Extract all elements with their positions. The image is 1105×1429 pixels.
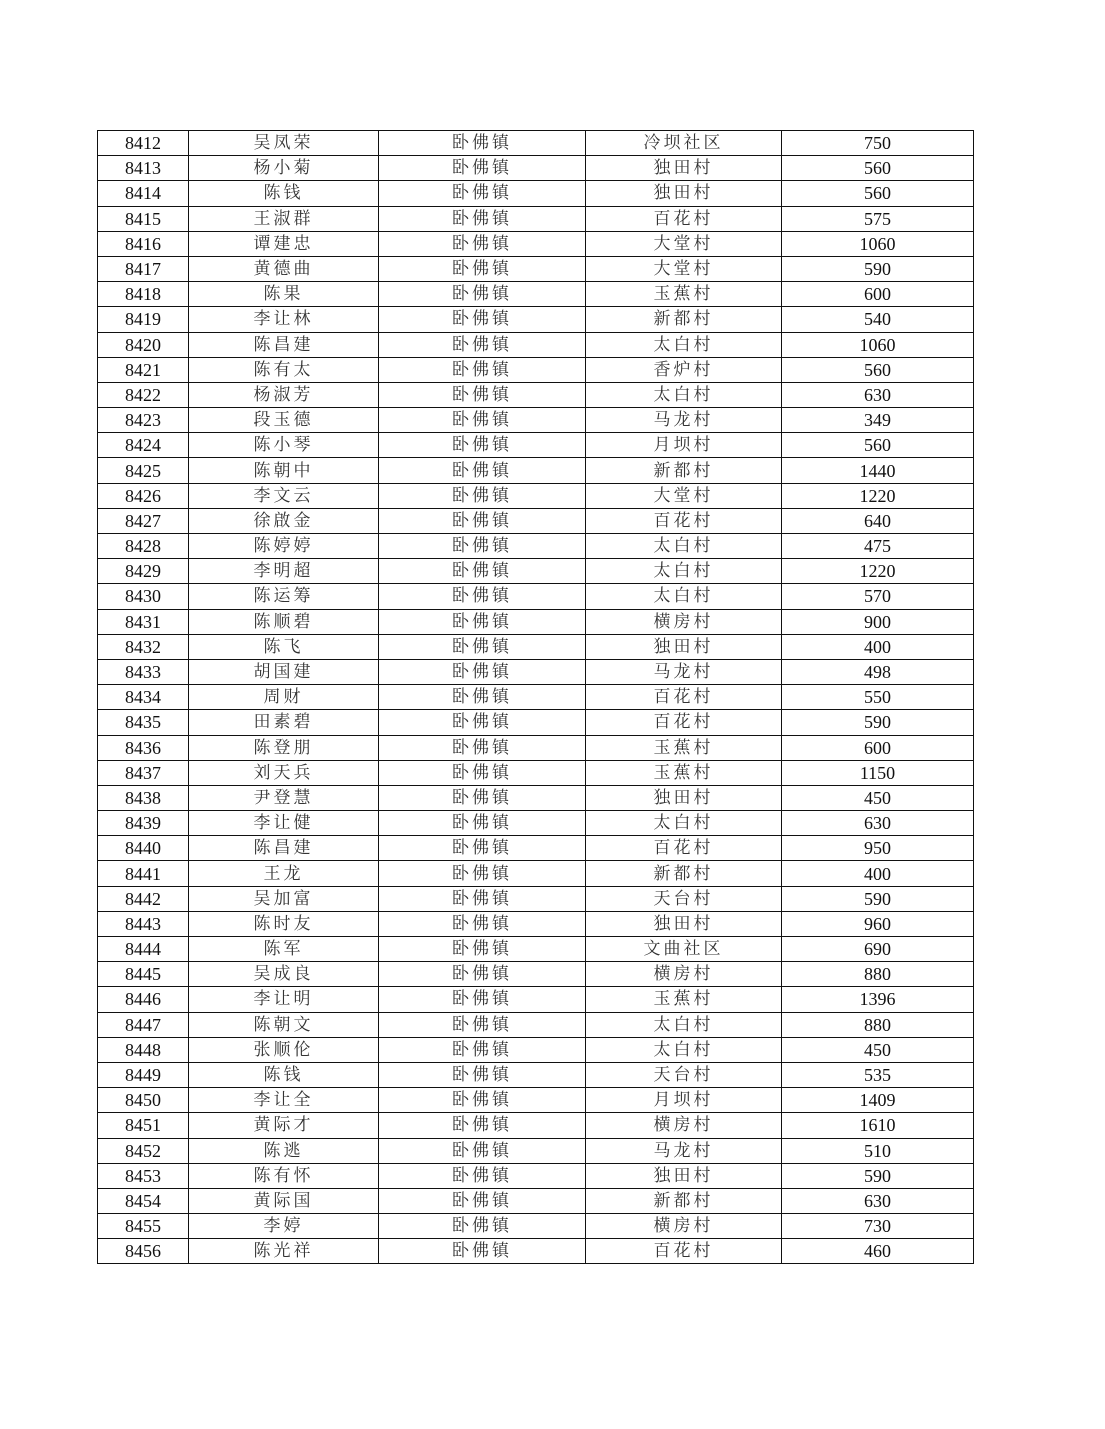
table-row <box>98 206 974 231</box>
name-cell: 李让明 <box>189 987 379 1012</box>
table-row <box>98 987 974 1012</box>
village-cell: 玉蕉村 <box>586 282 782 307</box>
amount-cell: 475 <box>782 534 974 559</box>
amount-cell: 590 <box>782 1163 974 1188</box>
village-cell: 太白村 <box>586 584 782 609</box>
town-cell: 卧佛镇 <box>379 1239 586 1264</box>
amount-cell: 450 <box>782 785 974 810</box>
town-cell: 卧佛镇 <box>379 131 586 156</box>
name-cell: 陈昌建 <box>189 836 379 861</box>
town-cell: 卧佛镇 <box>379 1163 586 1188</box>
row-number-cell: 8453 <box>98 1163 189 1188</box>
row-number-cell: 8439 <box>98 811 189 836</box>
row-number-cell: 8438 <box>98 785 189 810</box>
amount-cell: 590 <box>782 886 974 911</box>
town-cell: 卧佛镇 <box>379 962 586 987</box>
village-cell: 独田村 <box>586 911 782 936</box>
table-row <box>98 1088 974 1113</box>
name-cell: 杨小菊 <box>189 156 379 181</box>
town-cell: 卧佛镇 <box>379 1214 586 1239</box>
table-row <box>98 559 974 584</box>
amount-cell: 1220 <box>782 483 974 508</box>
village-cell: 香炉村 <box>586 357 782 382</box>
town-cell: 卧佛镇 <box>379 181 586 206</box>
village-cell: 新都村 <box>586 1188 782 1213</box>
town-cell: 卧佛镇 <box>379 1012 586 1037</box>
name-cell: 陈军 <box>189 937 379 962</box>
amount-cell: 498 <box>782 659 974 684</box>
name-cell: 周财 <box>189 685 379 710</box>
amount-cell: 540 <box>782 307 974 332</box>
name-cell: 李文云 <box>189 483 379 508</box>
table-row <box>98 1163 974 1188</box>
village-cell: 独田村 <box>586 1163 782 1188</box>
name-cell: 王龙 <box>189 861 379 886</box>
village-cell: 横房村 <box>586 1113 782 1138</box>
town-cell: 卧佛镇 <box>379 659 586 684</box>
name-cell: 谭建忠 <box>189 231 379 256</box>
name-cell: 徐啟金 <box>189 508 379 533</box>
town-cell: 卧佛镇 <box>379 886 586 911</box>
row-number-cell: 8440 <box>98 836 189 861</box>
name-cell: 陈有太 <box>189 357 379 382</box>
town-cell: 卧佛镇 <box>379 458 586 483</box>
amount-cell: 590 <box>782 710 974 735</box>
amount-cell: 1409 <box>782 1088 974 1113</box>
roster-body <box>98 131 974 1264</box>
name-cell: 张顺伦 <box>189 1037 379 1062</box>
table-row <box>98 886 974 911</box>
table-row <box>98 332 974 357</box>
row-number-cell: 8435 <box>98 710 189 735</box>
town-cell: 卧佛镇 <box>379 710 586 735</box>
name-cell: 黄德曲 <box>189 256 379 281</box>
amount-cell: 1220 <box>782 559 974 584</box>
name-cell: 陈运筹 <box>189 584 379 609</box>
name-cell: 段玉德 <box>189 408 379 433</box>
table-row <box>98 433 974 458</box>
name-cell: 陈钱 <box>189 181 379 206</box>
village-cell: 天台村 <box>586 1062 782 1087</box>
village-cell: 太白村 <box>586 382 782 407</box>
table-row <box>98 937 974 962</box>
town-cell: 卧佛镇 <box>379 811 586 836</box>
town-cell: 卧佛镇 <box>379 861 586 886</box>
name-cell: 王淑群 <box>189 206 379 231</box>
town-cell: 卧佛镇 <box>379 332 586 357</box>
table-row <box>98 1138 974 1163</box>
table-row <box>98 584 974 609</box>
name-cell: 李让林 <box>189 307 379 332</box>
amount-cell: 400 <box>782 861 974 886</box>
table-row <box>98 861 974 886</box>
name-cell: 陈飞 <box>189 634 379 659</box>
row-number-cell: 8431 <box>98 609 189 634</box>
village-cell: 太白村 <box>586 332 782 357</box>
amount-cell: 690 <box>782 937 974 962</box>
table-row <box>98 1062 974 1087</box>
town-cell: 卧佛镇 <box>379 1113 586 1138</box>
table-row <box>98 962 974 987</box>
amount-cell: 900 <box>782 609 974 634</box>
amount-cell: 349 <box>782 408 974 433</box>
village-cell: 百花村 <box>586 685 782 710</box>
town-cell: 卧佛镇 <box>379 231 586 256</box>
village-cell: 百花村 <box>586 1239 782 1264</box>
name-cell: 杨淑芳 <box>189 382 379 407</box>
village-cell: 太白村 <box>586 1012 782 1037</box>
row-number-cell: 8414 <box>98 181 189 206</box>
table-row <box>98 1037 974 1062</box>
town-cell: 卧佛镇 <box>379 836 586 861</box>
table-row <box>98 483 974 508</box>
row-number-cell: 8412 <box>98 131 189 156</box>
town-cell: 卧佛镇 <box>379 206 586 231</box>
town-cell: 卧佛镇 <box>379 559 586 584</box>
table-row <box>98 382 974 407</box>
village-cell: 月坝村 <box>586 433 782 458</box>
village-cell: 太白村 <box>586 534 782 559</box>
amount-cell: 535 <box>782 1062 974 1087</box>
name-cell: 吴凤荣 <box>189 131 379 156</box>
village-cell: 冷坝社区 <box>586 131 782 156</box>
amount-cell: 630 <box>782 1188 974 1213</box>
name-cell: 陈登朋 <box>189 735 379 760</box>
amount-cell: 1610 <box>782 1113 974 1138</box>
table-row <box>98 156 974 181</box>
village-cell: 新都村 <box>586 458 782 483</box>
town-cell: 卧佛镇 <box>379 408 586 433</box>
town-cell: 卧佛镇 <box>379 307 586 332</box>
town-cell: 卧佛镇 <box>379 937 586 962</box>
name-cell: 黄际才 <box>189 1113 379 1138</box>
row-number-cell: 8416 <box>98 231 189 256</box>
village-cell: 新都村 <box>586 861 782 886</box>
name-cell: 刘天兵 <box>189 760 379 785</box>
amount-cell: 950 <box>782 836 974 861</box>
village-cell: 天台村 <box>586 886 782 911</box>
table-row <box>98 811 974 836</box>
town-cell: 卧佛镇 <box>379 156 586 181</box>
name-cell: 陈果 <box>189 282 379 307</box>
town-cell: 卧佛镇 <box>379 760 586 785</box>
town-cell: 卧佛镇 <box>379 357 586 382</box>
amount-cell: 730 <box>782 1214 974 1239</box>
table-row <box>98 357 974 382</box>
amount-cell: 750 <box>782 131 974 156</box>
amount-cell: 880 <box>782 962 974 987</box>
amount-cell: 450 <box>782 1037 974 1062</box>
row-number-cell: 8449 <box>98 1062 189 1087</box>
town-cell: 卧佛镇 <box>379 584 586 609</box>
amount-cell: 1060 <box>782 332 974 357</box>
village-cell: 独田村 <box>586 181 782 206</box>
name-cell: 陈逃 <box>189 1138 379 1163</box>
table-row <box>98 609 974 634</box>
row-number-cell: 8419 <box>98 307 189 332</box>
amount-cell: 880 <box>782 1012 974 1037</box>
town-cell: 卧佛镇 <box>379 609 586 634</box>
table-row <box>98 735 974 760</box>
row-number-cell: 8442 <box>98 886 189 911</box>
amount-cell: 460 <box>782 1239 974 1264</box>
name-cell: 李婷 <box>189 1214 379 1239</box>
village-cell: 百花村 <box>586 710 782 735</box>
amount-cell: 1396 <box>782 987 974 1012</box>
amount-cell: 400 <box>782 634 974 659</box>
village-cell: 横房村 <box>586 609 782 634</box>
row-number-cell: 8424 <box>98 433 189 458</box>
town-cell: 卧佛镇 <box>379 1188 586 1213</box>
town-cell: 卧佛镇 <box>379 382 586 407</box>
row-number-cell: 8436 <box>98 735 189 760</box>
town-cell: 卧佛镇 <box>379 1138 586 1163</box>
row-number-cell: 8418 <box>98 282 189 307</box>
town-cell: 卧佛镇 <box>379 685 586 710</box>
village-cell: 独田村 <box>586 634 782 659</box>
row-number-cell: 8415 <box>98 206 189 231</box>
town-cell: 卧佛镇 <box>379 433 586 458</box>
amount-cell: 590 <box>782 256 974 281</box>
village-cell: 太白村 <box>586 811 782 836</box>
village-cell: 百花村 <box>586 508 782 533</box>
table-row <box>98 836 974 861</box>
table-row <box>98 1239 974 1264</box>
village-cell: 新都村 <box>586 307 782 332</box>
row-number-cell: 8432 <box>98 634 189 659</box>
row-number-cell: 8444 <box>98 937 189 962</box>
table-row <box>98 534 974 559</box>
town-cell: 卧佛镇 <box>379 735 586 760</box>
table-row <box>98 1113 974 1138</box>
table-row <box>98 458 974 483</box>
row-number-cell: 8450 <box>98 1088 189 1113</box>
row-number-cell: 8451 <box>98 1113 189 1138</box>
amount-cell: 560 <box>782 181 974 206</box>
amount-cell: 550 <box>782 685 974 710</box>
name-cell: 陈钱 <box>189 1062 379 1087</box>
village-cell: 太白村 <box>586 559 782 584</box>
table-row <box>98 1188 974 1213</box>
row-number-cell: 8437 <box>98 760 189 785</box>
table-row <box>98 785 974 810</box>
village-cell: 太白村 <box>586 1037 782 1062</box>
table-row <box>98 307 974 332</box>
village-cell: 大堂村 <box>586 256 782 281</box>
table-row <box>98 1214 974 1239</box>
table-row <box>98 685 974 710</box>
row-number-cell: 8448 <box>98 1037 189 1062</box>
table-row <box>98 760 974 785</box>
town-cell: 卧佛镇 <box>379 634 586 659</box>
town-cell: 卧佛镇 <box>379 508 586 533</box>
town-cell: 卧佛镇 <box>379 1088 586 1113</box>
row-number-cell: 8446 <box>98 987 189 1012</box>
row-number-cell: 8413 <box>98 156 189 181</box>
row-number-cell: 8417 <box>98 256 189 281</box>
village-cell: 百花村 <box>586 836 782 861</box>
table-row <box>98 181 974 206</box>
amount-cell: 570 <box>782 584 974 609</box>
name-cell: 陈光祥 <box>189 1239 379 1264</box>
name-cell: 陈顺碧 <box>189 609 379 634</box>
name-cell: 田素碧 <box>189 710 379 735</box>
row-number-cell: 8454 <box>98 1188 189 1213</box>
row-number-cell: 8423 <box>98 408 189 433</box>
amount-cell: 560 <box>782 357 974 382</box>
name-cell: 陈小琴 <box>189 433 379 458</box>
village-cell: 独田村 <box>586 156 782 181</box>
row-number-cell: 8456 <box>98 1239 189 1264</box>
row-number-cell: 8426 <box>98 483 189 508</box>
town-cell: 卧佛镇 <box>379 1037 586 1062</box>
village-cell: 月坝村 <box>586 1088 782 1113</box>
amount-cell: 1060 <box>782 231 974 256</box>
village-cell: 文曲社区 <box>586 937 782 962</box>
amount-cell: 560 <box>782 433 974 458</box>
table-row <box>98 256 974 281</box>
amount-cell: 630 <box>782 382 974 407</box>
name-cell: 陈婷婷 <box>189 534 379 559</box>
name-cell: 陈朝文 <box>189 1012 379 1037</box>
table-row <box>98 282 974 307</box>
row-number-cell: 8447 <box>98 1012 189 1037</box>
amount-cell: 1440 <box>782 458 974 483</box>
table-row <box>98 659 974 684</box>
roster-table <box>97 130 974 1264</box>
amount-cell: 600 <box>782 735 974 760</box>
row-number-cell: 8427 <box>98 508 189 533</box>
village-cell: 马龙村 <box>586 1138 782 1163</box>
name-cell: 吴加富 <box>189 886 379 911</box>
table-row <box>98 634 974 659</box>
name-cell: 李明超 <box>189 559 379 584</box>
amount-cell: 640 <box>782 508 974 533</box>
village-cell: 玉蕉村 <box>586 735 782 760</box>
village-cell: 独田村 <box>586 785 782 810</box>
amount-cell: 575 <box>782 206 974 231</box>
village-cell: 大堂村 <box>586 483 782 508</box>
town-cell: 卧佛镇 <box>379 987 586 1012</box>
name-cell: 陈朝中 <box>189 458 379 483</box>
row-number-cell: 8425 <box>98 458 189 483</box>
amount-cell: 630 <box>782 811 974 836</box>
row-number-cell: 8443 <box>98 911 189 936</box>
village-cell: 马龙村 <box>586 659 782 684</box>
row-number-cell: 8428 <box>98 534 189 559</box>
village-cell: 横房村 <box>586 1214 782 1239</box>
table-row <box>98 131 974 156</box>
row-number-cell: 8452 <box>98 1138 189 1163</box>
name-cell: 尹登慧 <box>189 785 379 810</box>
village-cell: 大堂村 <box>586 231 782 256</box>
table-row <box>98 231 974 256</box>
village-cell: 玉蕉村 <box>586 987 782 1012</box>
town-cell: 卧佛镇 <box>379 1062 586 1087</box>
row-number-cell: 8455 <box>98 1214 189 1239</box>
name-cell: 胡国建 <box>189 659 379 684</box>
amount-cell: 560 <box>782 156 974 181</box>
town-cell: 卧佛镇 <box>379 534 586 559</box>
amount-cell: 960 <box>782 911 974 936</box>
town-cell: 卧佛镇 <box>379 483 586 508</box>
row-number-cell: 8429 <box>98 559 189 584</box>
name-cell: 陈有怀 <box>189 1163 379 1188</box>
row-number-cell: 8420 <box>98 332 189 357</box>
name-cell: 李让全 <box>189 1088 379 1113</box>
amount-cell: 1150 <box>782 760 974 785</box>
table-row <box>98 1012 974 1037</box>
amount-cell: 510 <box>782 1138 974 1163</box>
village-cell: 百花村 <box>586 206 782 231</box>
name-cell: 陈时友 <box>189 911 379 936</box>
town-cell: 卧佛镇 <box>379 911 586 936</box>
name-cell: 黄际国 <box>189 1188 379 1213</box>
village-cell: 横房村 <box>586 962 782 987</box>
village-cell: 马龙村 <box>586 408 782 433</box>
row-number-cell: 8434 <box>98 685 189 710</box>
row-number-cell: 8421 <box>98 357 189 382</box>
table-row <box>98 408 974 433</box>
amount-cell: 600 <box>782 282 974 307</box>
name-cell: 吴成良 <box>189 962 379 987</box>
row-number-cell: 8441 <box>98 861 189 886</box>
row-number-cell: 8433 <box>98 659 189 684</box>
town-cell: 卧佛镇 <box>379 282 586 307</box>
name-cell: 李让健 <box>189 811 379 836</box>
town-cell: 卧佛镇 <box>379 256 586 281</box>
table-row <box>98 508 974 533</box>
village-cell: 玉蕉村 <box>586 760 782 785</box>
town-cell: 卧佛镇 <box>379 785 586 810</box>
row-number-cell: 8422 <box>98 382 189 407</box>
table-row <box>98 710 974 735</box>
row-number-cell: 8445 <box>98 962 189 987</box>
name-cell: 陈昌建 <box>189 332 379 357</box>
row-number-cell: 8430 <box>98 584 189 609</box>
table-row <box>98 911 974 936</box>
